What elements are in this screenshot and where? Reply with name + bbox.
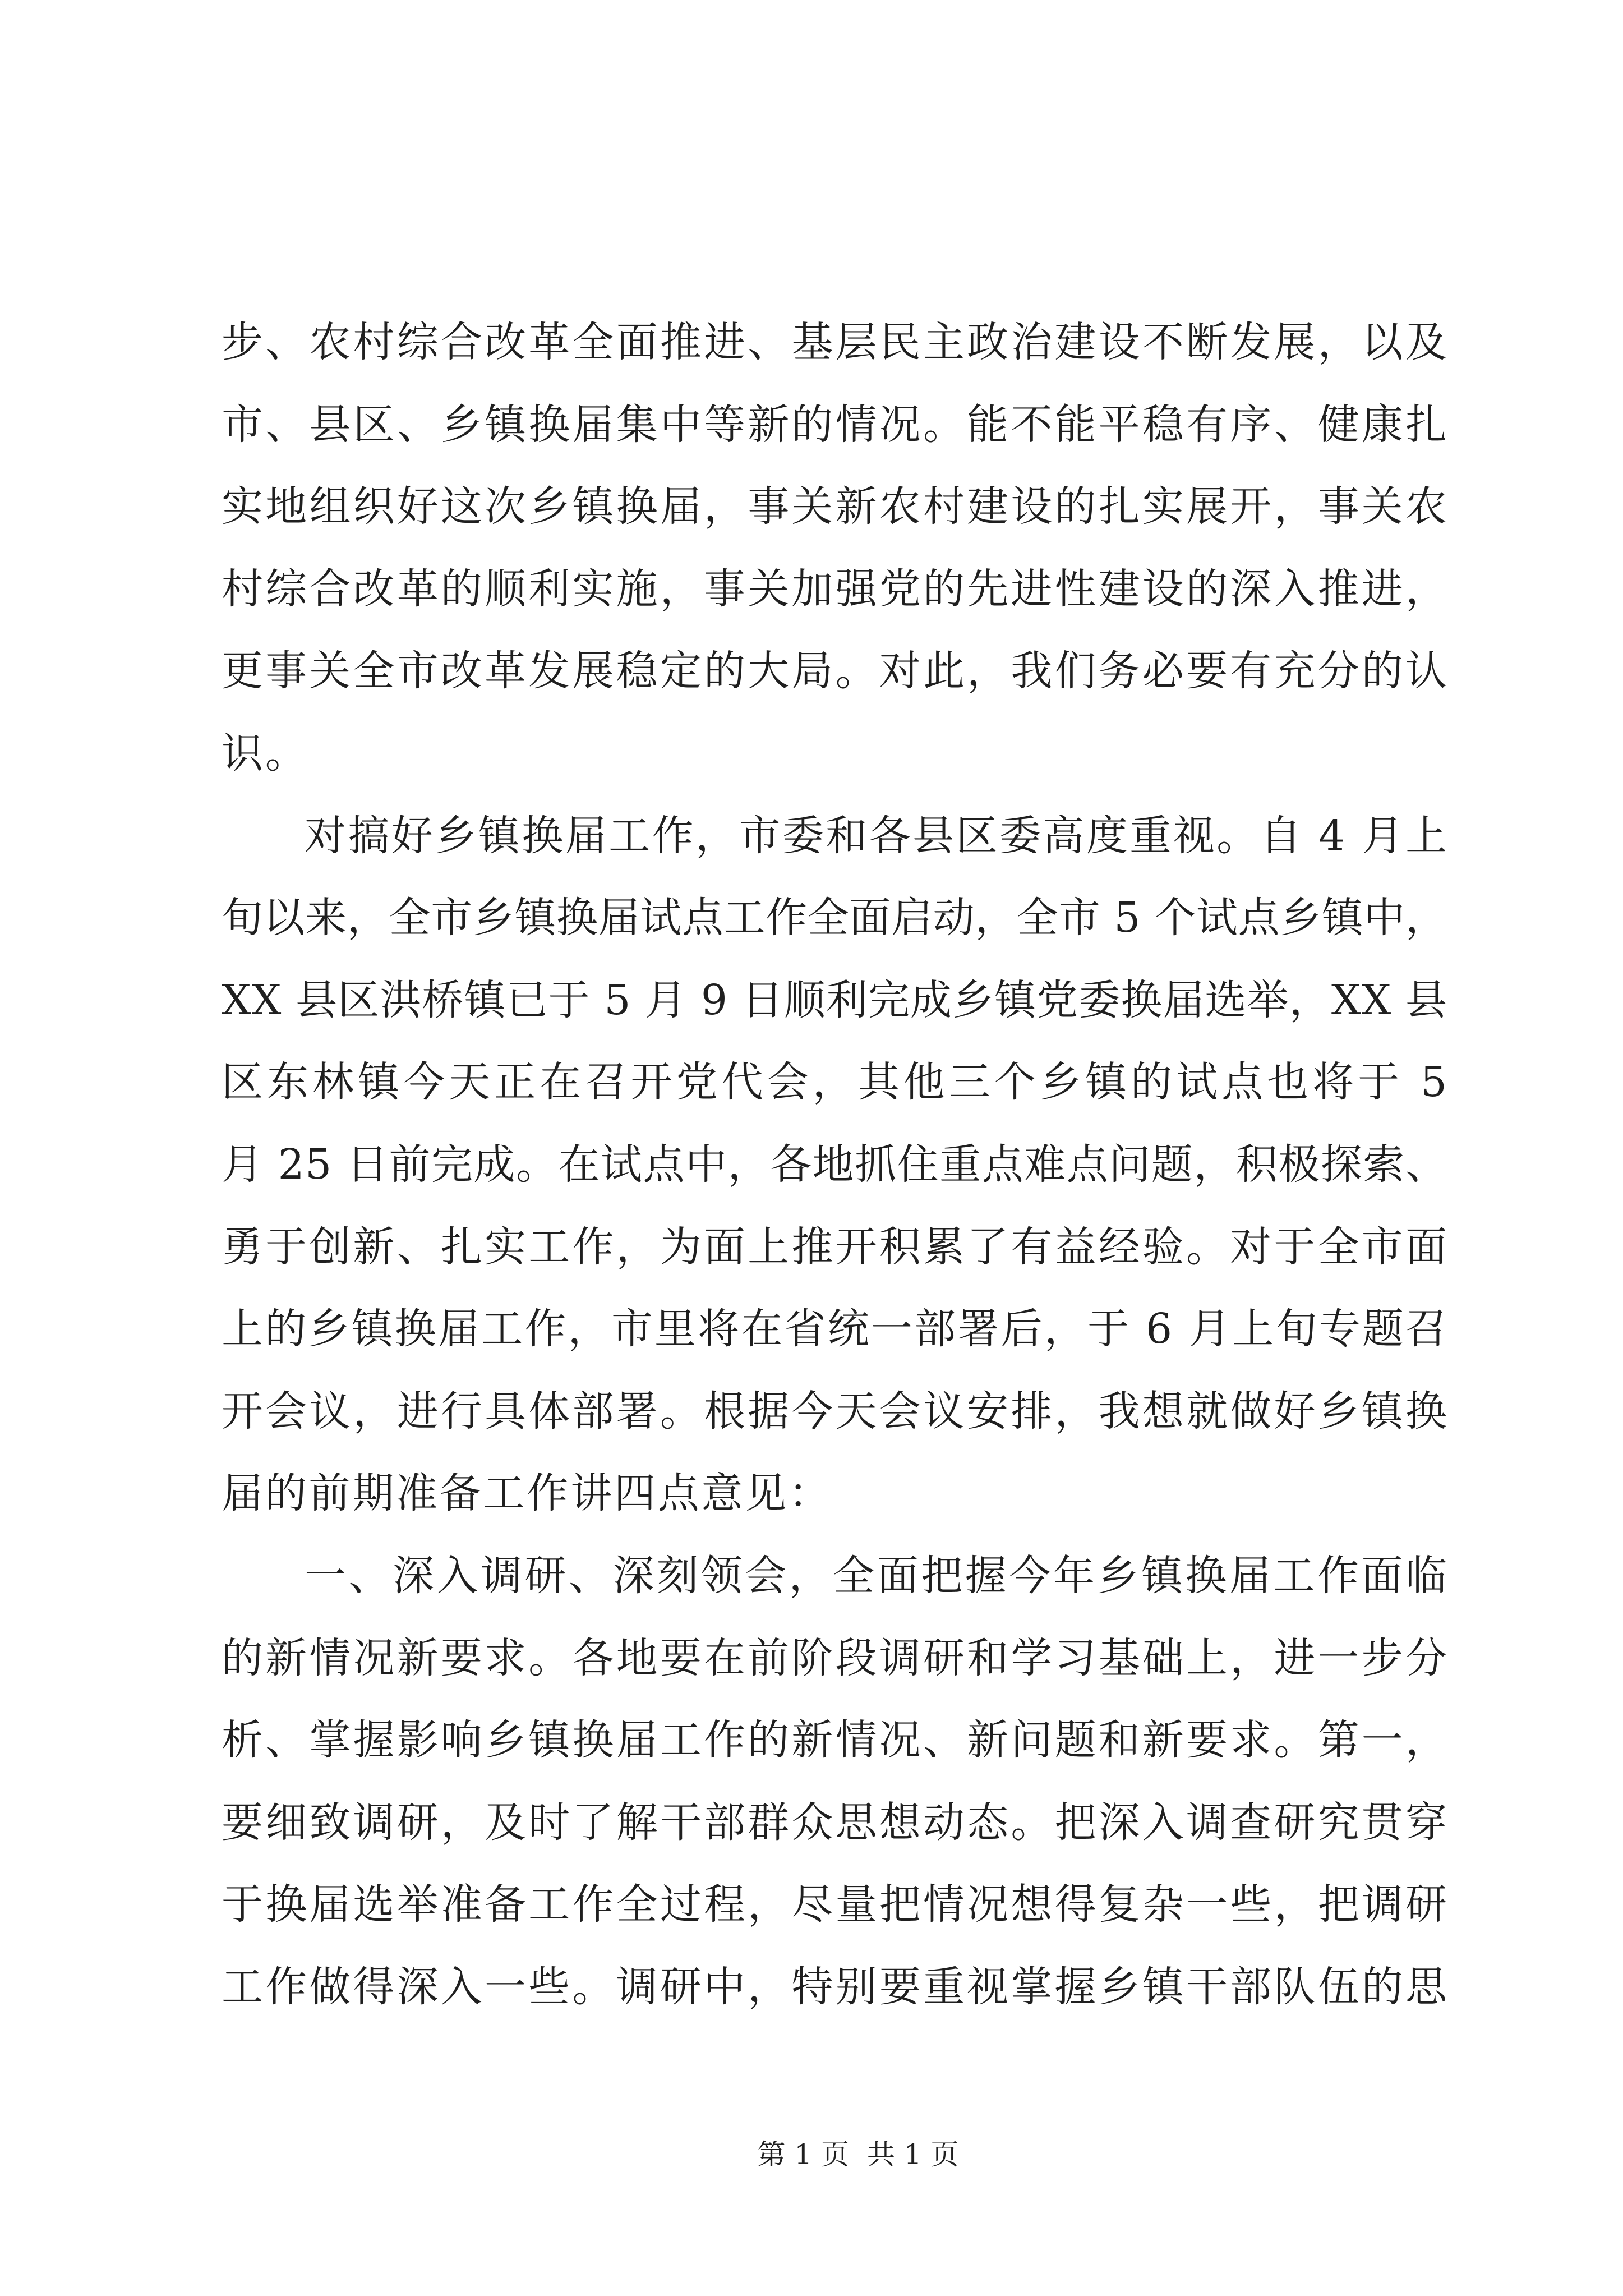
paragraph-3	[222, 1535, 1450, 2028]
text-line: 勇于创新、扎实工作，为面上推开积累了有益经验。对于全市面	[222, 1222, 1450, 1271]
text-line: 要细致调研，及时了解干部群众思想动态。把深入调查研究贯穿	[222, 1798, 1450, 1847]
paragraph-1	[222, 301, 1450, 795]
text-line: 一、深入调研、深刻领会，全面把握今年乡镇换届工作面临	[305, 1551, 1450, 1600]
text-line: 工作做得深入一些。调研中，特别要重视掌握乡镇干部队伍的思	[222, 1962, 1450, 2011]
text-line: 更事关全市改革发展稳定的大局。对此，我们务必要有充分的认	[222, 647, 1450, 696]
text-line: 析、掌握影响乡镇换届工作的新情况、新问题和新要求。第一，	[222, 1716, 1450, 1765]
page-footer: 第 1 页 共 1 页	[757, 2138, 959, 2171]
text-line: 届的前期准备工作讲四点意见：	[222, 1469, 832, 1518]
text-line: 市、县区、乡镇换届集中等新的情况。能不能平稳有序、健康扎	[222, 400, 1450, 449]
text-line: 开会议，进行具体部署。根据今天会议安排，我想就做好乡镇换	[222, 1387, 1450, 1435]
text-line: 区东林镇今天正在召开党代会，其他三个乡镇的试点也将于 5	[222, 1058, 1451, 1107]
text-line: 于换届选举准备工作全过程，尽量把情况想得复杂一些，把调研	[222, 1880, 1450, 1929]
text-line: 识。	[222, 729, 309, 777]
paragraph-2	[222, 795, 1451, 1535]
text-line: 步、农村综合改革全面推进、基层民主政治建设不断发展，以及	[222, 318, 1450, 366]
text-line: 上的乡镇换届工作，市里将在省统一部署后，于 6 月上旬专题召	[222, 1305, 1449, 1354]
text-line: 旬以来，全市乡镇换届试点工作全面启动，全市 5 个试点乡镇中，	[222, 894, 1447, 942]
document-body	[222, 301, 1451, 2028]
text-line: XX 县区洪桥镇已于 5 月 9 日顺利完成乡镇党委换届选举，XX 县	[222, 976, 1448, 1024]
text-line: 实地组织好这次乡镇换届，事关新农村建设的扎实展开，事关农	[222, 482, 1450, 531]
text-line: 对搞好乡镇换届工作，市委和各县区委高度重视。自 4 月上	[305, 811, 1449, 860]
text-line: 的新情况新要求。各地要在前阶段调研和学习基础上，进一步分	[222, 1634, 1450, 1682]
text-line: 村综合改革的顺利实施，事关加强党的先进性建设的深入推进，	[222, 564, 1450, 613]
text-line: 月 25 日前完成。在试点中，各地抓住重点难点问题，积极探索、	[222, 1140, 1448, 1189]
